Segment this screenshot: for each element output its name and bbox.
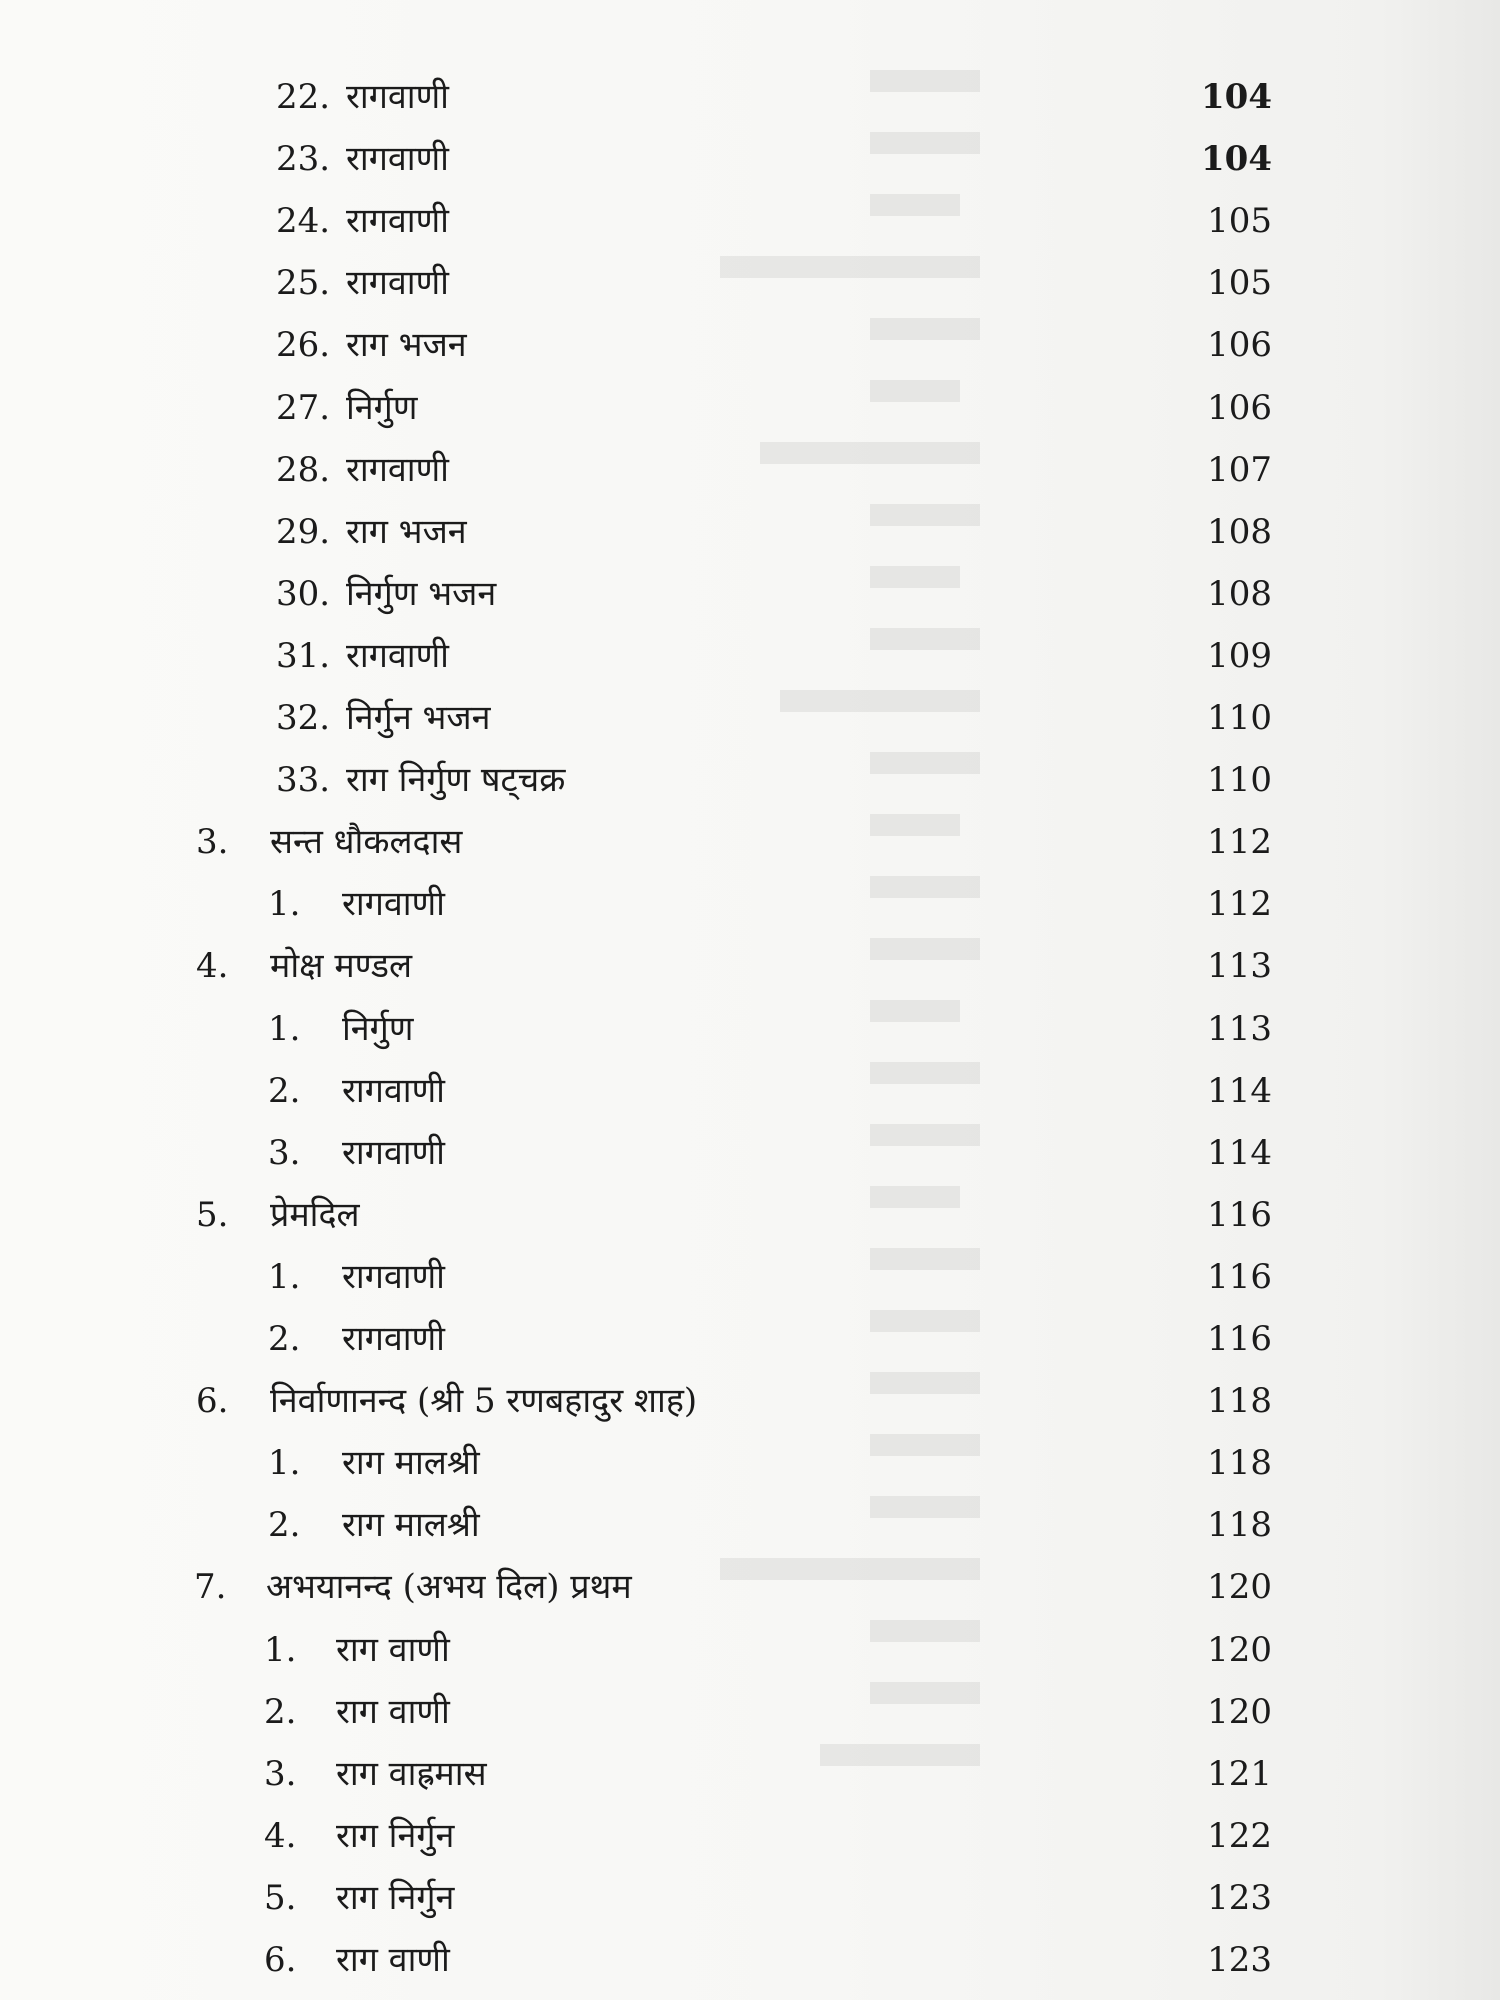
toc-entry-title: मोक्ष मण्डल — [270, 946, 413, 986]
toc-entry-page-number: 122 — [1207, 1816, 1272, 1856]
toc-entry-number: 31. — [276, 636, 331, 676]
toc-entry-number: 1. — [268, 1009, 301, 1049]
toc-entry — [276, 72, 449, 122]
toc-entry-page-number: 113 — [1207, 946, 1272, 986]
toc-entry — [268, 1004, 414, 1054]
toc-entry-number: 2. — [264, 1692, 297, 1732]
toc-entry-page-number: 113 — [1207, 1009, 1272, 1049]
toc-entry-title: राग भजन — [346, 325, 467, 365]
toc-entry — [264, 1935, 450, 1985]
toc-entry — [276, 569, 497, 619]
toc-entry-title: राग वाणी — [336, 1630, 450, 1670]
toc-entry — [196, 941, 413, 991]
toc-entry-title: निर्गुण — [346, 388, 418, 428]
toc-entry — [268, 1314, 445, 1364]
toc-entry-title: रागवाणी — [346, 77, 449, 117]
toc-entry-page-number: 120 — [1207, 1567, 1272, 1607]
toc-entry — [276, 383, 418, 433]
toc-entry — [194, 1562, 632, 1612]
toc-entry-page-number: 107 — [1207, 450, 1272, 490]
toc-entry-title: राग भजन — [346, 512, 467, 552]
toc-entry-number: 1. — [268, 884, 301, 924]
toc-entry-title: रागवाणी — [346, 450, 449, 490]
toc-entry-page-number: 118 — [1207, 1443, 1272, 1483]
toc-entry — [276, 631, 449, 681]
toc-entry — [264, 1687, 450, 1737]
toc-entry-number: 4. — [196, 946, 229, 986]
toc-entry-number: 5. — [264, 1878, 297, 1918]
toc-entry-title: रागवाणी — [342, 1257, 445, 1297]
toc-entry-page-number: 108 — [1207, 512, 1272, 552]
toc-entry — [276, 693, 491, 743]
toc-entry-number: 30. — [276, 574, 331, 614]
toc-entry-title: राग मालश्री — [342, 1443, 480, 1483]
toc-entry-title: रागवाणी — [342, 1319, 445, 1359]
toc-entry-number: 1. — [268, 1443, 301, 1483]
toc-entry-number: 3. — [196, 822, 229, 862]
toc-entry — [196, 817, 463, 867]
toc-entry-page-number: 114 — [1207, 1133, 1272, 1173]
toc-entry-number: 28. — [276, 450, 331, 490]
toc-entry-number: 2. — [268, 1071, 301, 1111]
toc-entry-title: राग वाणी — [336, 1940, 450, 1980]
toc-entry-page-number: 110 — [1207, 760, 1272, 800]
toc-entry-title: रागवाणी — [346, 201, 449, 241]
toc-entry — [276, 196, 449, 246]
toc-entry-title: रागवाणी — [346, 636, 449, 676]
toc-entry-number: 6. — [264, 1940, 297, 1980]
toc-entry-title: राग वाह्रमास — [336, 1754, 487, 1794]
toc-entry-title: राग निर्गुण षट्चक्र — [346, 760, 566, 800]
toc-entry-page-number: 112 — [1207, 822, 1272, 862]
toc-entry-page-number: 109 — [1207, 636, 1272, 676]
toc-entry — [276, 507, 467, 557]
toc-entry-number: 29. — [276, 512, 331, 552]
toc-entry-page-number: 116 — [1207, 1257, 1272, 1297]
toc-entry-title: रागवाणी — [342, 1133, 445, 1173]
toc-entry-page-number: 114 — [1207, 1071, 1272, 1111]
toc-entry — [276, 134, 449, 184]
toc-entry-page-number: 121 — [1207, 1754, 1272, 1794]
toc-entry — [264, 1811, 455, 1861]
toc-entry-page-number: 123 — [1207, 1940, 1272, 1980]
toc-entry-title: राग निर्गुन — [336, 1878, 455, 1918]
toc-entry-page-number: 110 — [1207, 698, 1272, 738]
toc-entry — [268, 1252, 445, 1302]
toc-entry — [268, 1128, 445, 1178]
toc-entry-title: रागवाणी — [342, 1071, 445, 1111]
toc-entry-number: 33. — [276, 760, 331, 800]
toc-entry-page-number: 106 — [1207, 325, 1272, 365]
toc-entry-number: 2. — [268, 1319, 301, 1359]
toc-entry-page-number: 116 — [1207, 1319, 1272, 1359]
toc-entry-page-number: 105 — [1207, 263, 1272, 303]
toc-entry — [264, 1873, 455, 1923]
toc-entry-title: अभयानन्द (अभय दिल) प्रथम — [266, 1567, 632, 1607]
toc-entry-number: 4. — [264, 1816, 297, 1856]
toc-entry-title: निर्गुण भजन — [346, 574, 497, 614]
toc-entry-title: रागवाणी — [346, 263, 449, 303]
toc-entry — [196, 1190, 360, 1240]
toc-entry — [276, 445, 449, 495]
toc-entry-page-number: 120 — [1207, 1692, 1272, 1732]
toc-entry-page-number: 106 — [1207, 388, 1272, 428]
toc-entry — [268, 1066, 445, 1116]
toc-entry — [276, 755, 566, 805]
toc-entry-title: सन्त धौकलदास — [270, 822, 463, 862]
toc-entry-page-number: 105 — [1207, 201, 1272, 241]
toc-entry-number: 1. — [268, 1257, 301, 1297]
toc-entry-title: राग निर्गुन — [336, 1816, 455, 1856]
toc-entry-title: निर्वाणानन्द (श्री 5 रणबहादुर शाह) — [270, 1381, 698, 1421]
toc-entry-number: 25. — [276, 263, 331, 303]
toc-entry-number: 26. — [276, 325, 331, 365]
toc-entry-title: निर्गुन भजन — [346, 698, 491, 738]
toc-entry-title: निर्गुण — [342, 1009, 414, 1049]
toc-entry-number: 3. — [264, 1754, 297, 1794]
toc-entry — [268, 879, 445, 929]
toc-entry-number: 27. — [276, 388, 331, 428]
toc-entry-title: राग वाणी — [336, 1692, 450, 1732]
toc-entry-title: रागवाणी — [342, 884, 445, 924]
toc-entry-page-number: 108 — [1207, 574, 1272, 614]
toc-entry-page-number: 116 — [1207, 1195, 1272, 1235]
toc-entry-number: 5. — [196, 1195, 229, 1235]
toc-entry — [268, 1500, 480, 1550]
toc-entry — [276, 258, 449, 308]
toc-entry — [264, 1749, 487, 1799]
toc-entry — [268, 1438, 480, 1488]
toc-entry-title: रागवाणी — [346, 139, 449, 179]
toc-entry-page-number: 118 — [1207, 1381, 1272, 1421]
toc-entry-number: 1. — [264, 1630, 297, 1670]
toc-entry-number: 24. — [276, 201, 331, 241]
toc-entry-title: राग मालश्री — [342, 1505, 480, 1545]
toc-entry — [276, 320, 467, 370]
toc-entry-page-number: 123 — [1207, 1878, 1272, 1918]
toc-entry-page-number: 120 — [1207, 1630, 1272, 1670]
toc-entry-page-number: 104 — [1201, 77, 1272, 117]
toc-entry-number: 6. — [196, 1381, 229, 1421]
toc-entry-page-number: 118 — [1207, 1505, 1272, 1545]
toc-entry-number: 22. — [276, 77, 331, 117]
toc-entry — [264, 1625, 450, 1675]
toc-entry-number: 32. — [276, 698, 331, 738]
toc-entry-number: 23. — [276, 139, 331, 179]
toc-entry-title: प्रेमदिल — [270, 1195, 360, 1235]
toc-entry-number: 7. — [194, 1567, 227, 1607]
toc-entry-number: 3. — [268, 1133, 301, 1173]
toc-entry-number: 2. — [268, 1505, 301, 1545]
toc-entry-page-number: 104 — [1201, 139, 1272, 179]
toc-entry — [196, 1376, 698, 1426]
toc-entry-page-number: 112 — [1207, 884, 1272, 924]
